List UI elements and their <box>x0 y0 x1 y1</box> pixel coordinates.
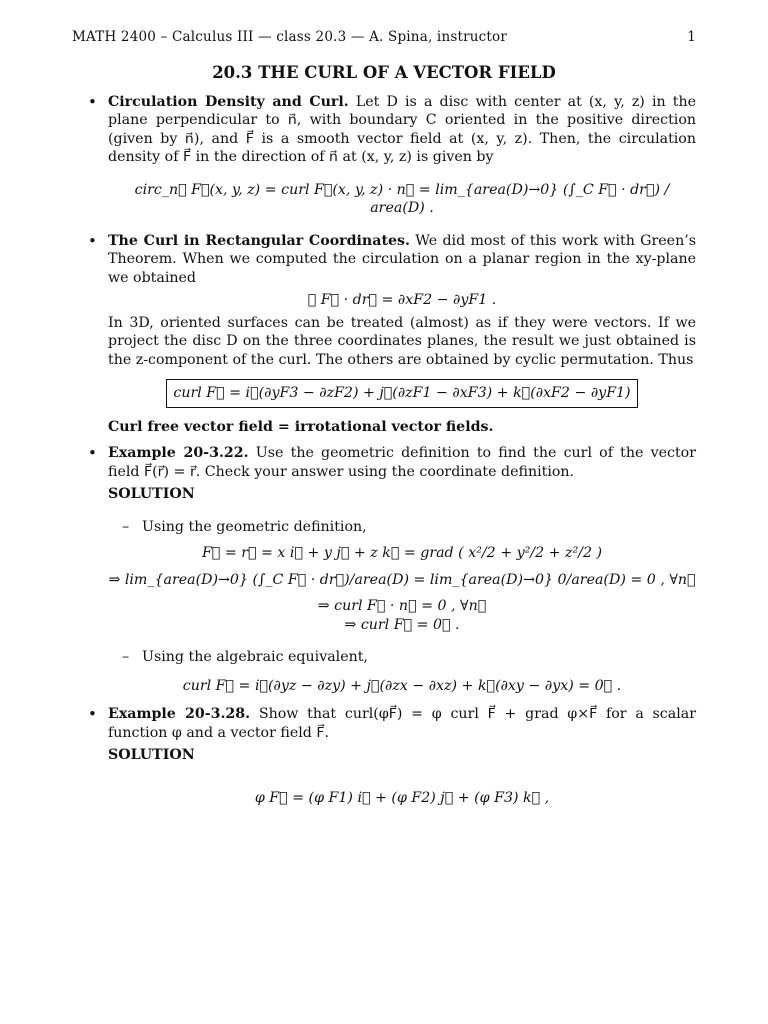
bullet-heading: Example 20-3.28. <box>108 706 251 722</box>
equation-phi-f: φ F⃗ = (φ F1) i⃗ + (φ F2) j⃗ + (φ F3) k⃗ , <box>254 789 550 806</box>
sub-item-text: Using the geometric definition, <box>142 518 367 535</box>
paragraph <box>108 705 696 742</box>
equation-limit: ⇒ lim_{area(D)→0} (∫_C F⃗ · dr⃗)/area(D) = lim_{area(D)→0} 0/area(D) = 0 , ∀n⃗ <box>108 571 696 588</box>
paragraph <box>108 444 696 481</box>
bullet-text: We did most of this work with Green’s Theorem. When we computed the circulation on a planar region in the xy-plane we obtained <box>108 232 696 286</box>
bullet-text: Show that curl(φF⃗) = φ curl F⃗ + grad φ×F⃗ for a scalar function φ and a vector field F⃗. <box>108 706 696 741</box>
bullet-curl-rectangular <box>72 232 696 437</box>
bullet-heading: Circulation Density and Curl. <box>108 93 349 110</box>
tagline-irrotational: Curl free vector field = irrotational vector fields. <box>108 418 494 435</box>
bullet-heading: Example 20-3.22. <box>108 445 249 461</box>
bullet-circulation-density <box>72 93 696 218</box>
bullet-example-20-3-28 <box>72 705 696 807</box>
formula-circulation-density: circ_n⃗ F⃗(x, y, z) = curl F⃗(x, y, z) · n⃗ = lim_{area(D)→0} (∫_C F⃗ · dr⃗) / area(D) . <box>134 181 670 216</box>
sub-item-algebraic <box>108 648 696 667</box>
equation-curl-algebraic: curl F⃗ = i⃗(∂yz − ∂zy) + j⃗(∂zx − ∂xz) + k⃗(∂xy − ∂yx) = 0⃗ . <box>182 677 622 694</box>
solution-label: SOLUTION <box>108 486 195 502</box>
formula-curl-boxed: curl F⃗ = i⃗(∂yF3 − ∂zF2) + j⃗(∂zF1 − ∂xF3) + k⃗(∂xF2 − ∂yF1) <box>166 379 637 408</box>
paragraph <box>108 93 696 167</box>
equation-dot: ⇒ curl F⃗ · n⃗ = 0 , ∀n⃗ <box>317 598 487 614</box>
bullet-text: Let D is a disc with center at (x, y, z) in the plane perpendicular to n⃗, with boundary C oriented in the positive direction (given by n⃗), and F⃗ is a smooth vector field at (x, y, z). Then, the circulation density of F⃗ in the direction of n⃗ at (x, y, z) is given by <box>108 93 696 165</box>
equation-grad: F⃗ = r⃗ = x i⃗ + y j⃗ + z k⃗ = grad ( x²/2 + y²/2 + z²/2 ) <box>201 545 603 561</box>
formula-box-wrap <box>108 379 696 408</box>
formula-greens: ∮ F⃗ · dr⃗ = ∂xF2 − ∂yF1 . <box>307 292 497 308</box>
section-title: 20.3 THE CURL OF A VECTOR FIELD <box>212 63 556 82</box>
paragraph <box>108 232 696 288</box>
bullet-text: Use the geometric definition to find the curl of the vector field F⃗(r⃗) = r⃗. Check your answer using the coordinate definition. <box>108 445 696 480</box>
running-header <box>72 28 696 48</box>
solution-label: SOLUTION <box>108 747 195 763</box>
equation-zero: ⇒ curl F⃗ = 0⃗ . <box>344 616 460 633</box>
bullet-heading: The Curl in Rectangular Coordinates. <box>108 232 410 249</box>
page-number: 1 <box>687 29 696 45</box>
bullet-example-20-3-22 <box>72 444 696 695</box>
equations-geometric <box>108 544 696 634</box>
paragraph-3d: In 3D, oriented surfaces can be treated (almost) as if they were vectors. If we project the disc D on the three coordinates planes, the result we just obtained is the z-component of the curl. The others are obtained by cyclic permutation. Thus <box>108 314 696 368</box>
sub-item-text: Using the algebraic equivalent, <box>142 649 368 665</box>
header-left: MATH 2400 – Calculus III — class 20.3 — A. Spina, instructor <box>72 29 508 45</box>
sub-item-geometric <box>108 518 696 537</box>
